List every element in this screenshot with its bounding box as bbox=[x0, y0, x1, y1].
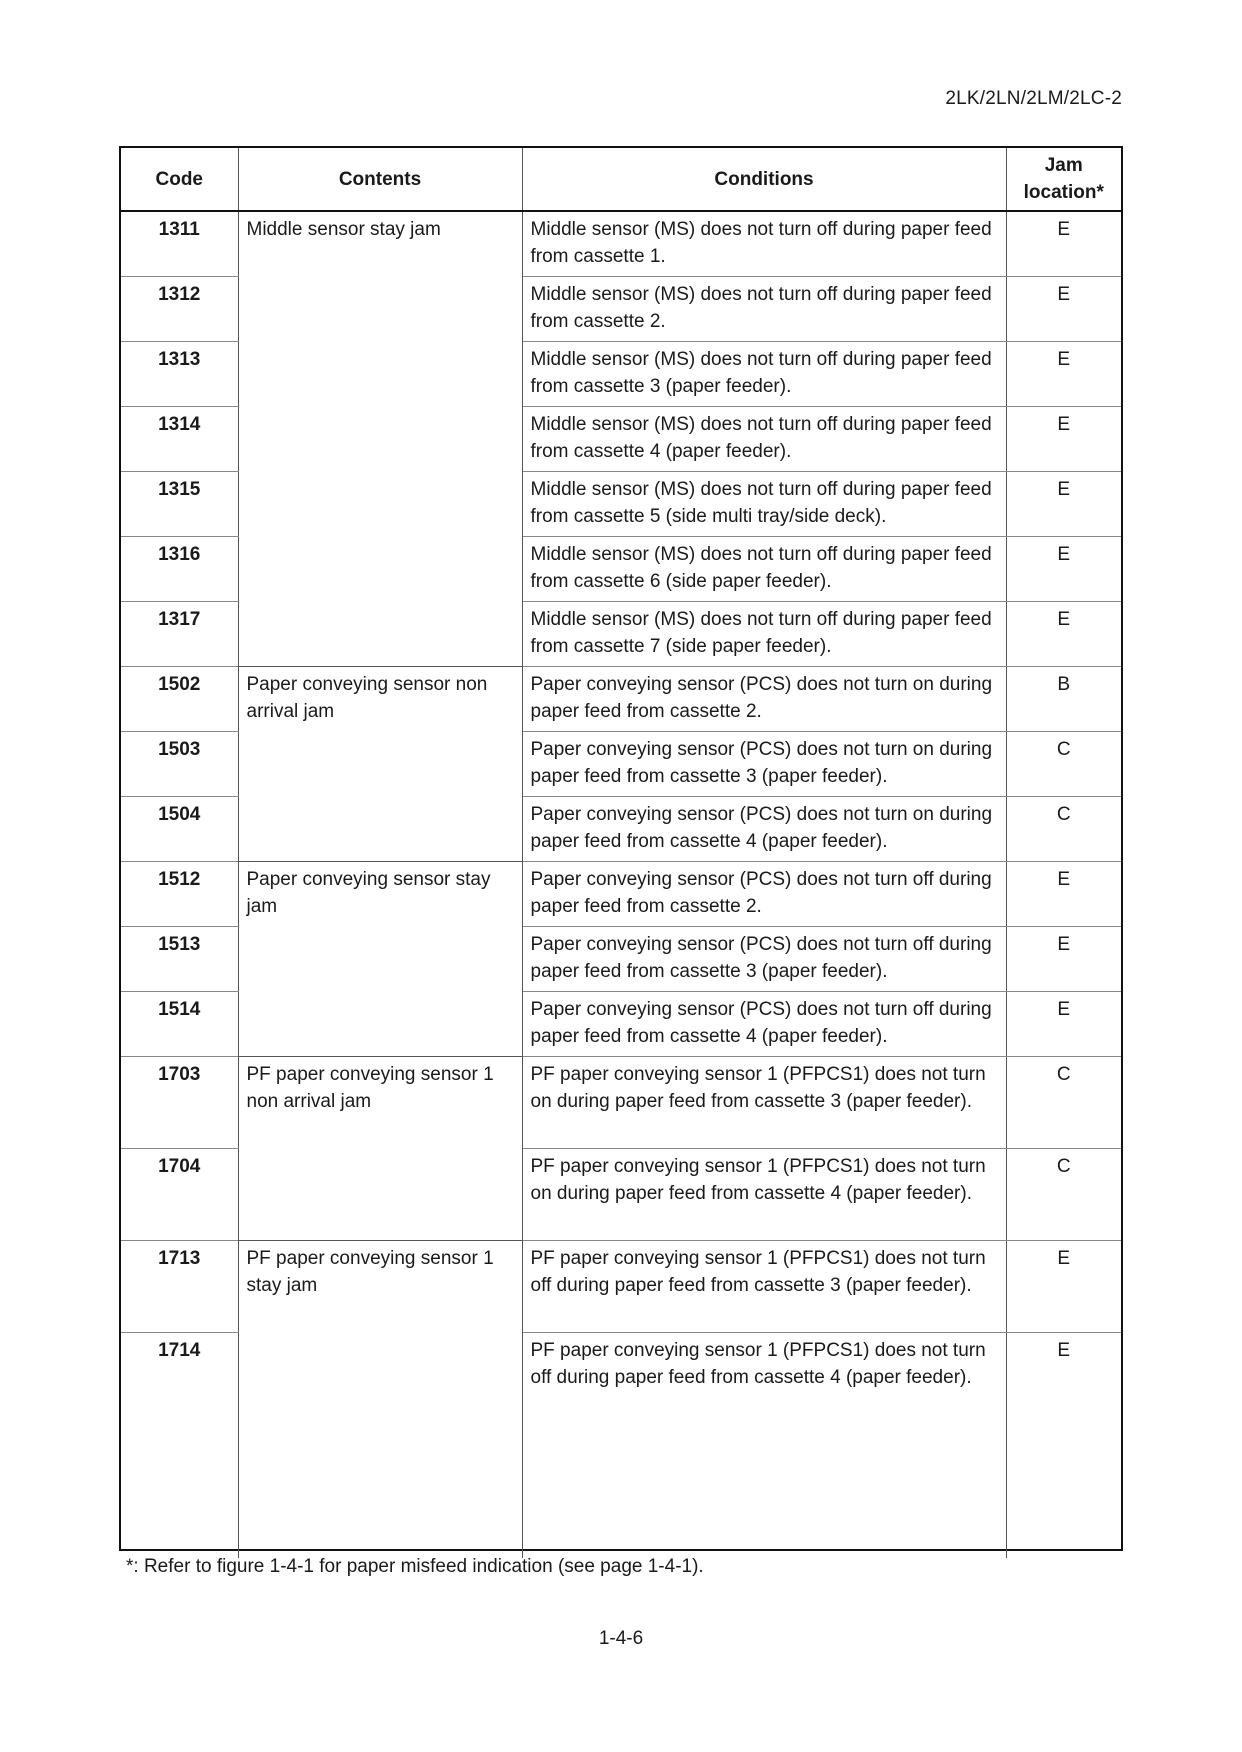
jam-location-cell: E bbox=[1006, 341, 1121, 406]
code-cell: 1714 bbox=[121, 1332, 238, 1558]
jam-location-cell: E bbox=[1006, 991, 1121, 1056]
table-row bbox=[121, 1240, 1121, 1332]
code-cell: 1503 bbox=[121, 731, 238, 796]
jam-location-cell: E bbox=[1006, 536, 1121, 601]
code-cell: 1514 bbox=[121, 991, 238, 1056]
condition-cell: Middle sensor (MS) does not turn off during paper feed from cassette 1. bbox=[522, 211, 1006, 276]
code-cell: 1315 bbox=[121, 471, 238, 536]
code-cell: 1502 bbox=[121, 666, 238, 731]
condition-cell: Paper conveying sensor (PCS) does not turn on during paper feed from cassette 4 (paper feeder). bbox=[522, 796, 1006, 861]
contents-cell: Paper conveying sensor stay jam bbox=[238, 861, 522, 1056]
condition-cell: PF paper conveying sensor 1 (PFPCS1) does not turn on during paper feed from cassette 4 (paper feeder). bbox=[522, 1148, 1006, 1240]
condition-cell: Paper conveying sensor (PCS) does not turn off during paper feed from cassette 4 (paper feeder). bbox=[522, 991, 1006, 1056]
contents-cell: Middle sensor stay jam bbox=[238, 211, 522, 666]
condition-cell: Middle sensor (MS) does not turn off during paper feed from cassette 2. bbox=[522, 276, 1006, 341]
condition-cell: PF paper conveying sensor 1 (PFPCS1) does not turn on during paper feed from cassette 3 (paper feeder). bbox=[522, 1056, 1006, 1148]
condition-cell: Middle sensor (MS) does not turn off during paper feed from cassette 7 (side paper feeder). bbox=[522, 601, 1006, 666]
table-row bbox=[121, 211, 1121, 276]
jam-code-table bbox=[121, 148, 1121, 1558]
column-header-jam-location: Jam location* bbox=[1006, 148, 1121, 211]
code-cell: 1312 bbox=[121, 276, 238, 341]
table-row bbox=[121, 1056, 1121, 1148]
code-cell: 1311 bbox=[121, 211, 238, 276]
jam-location-cell: E bbox=[1006, 926, 1121, 991]
code-cell: 1703 bbox=[121, 1056, 238, 1148]
condition-cell: Paper conveying sensor (PCS) does not turn off during paper feed from cassette 2. bbox=[522, 861, 1006, 926]
condition-cell: Middle sensor (MS) does not turn off during paper feed from cassette 4 (paper feeder). bbox=[522, 406, 1006, 471]
contents-cell: Paper conveying sensor non arrival jam bbox=[238, 666, 522, 861]
condition-cell: PF paper conveying sensor 1 (PFPCS1) does not turn off during paper feed from cassette 3 (paper feeder). bbox=[522, 1240, 1006, 1332]
condition-cell: PF paper conveying sensor 1 (PFPCS1) does not turn off during paper feed from cassette 4 (paper feeder). bbox=[522, 1332, 1006, 1558]
column-header-contents: Contents bbox=[238, 148, 522, 211]
jam-location-cell: E bbox=[1006, 211, 1121, 276]
condition-cell: Paper conveying sensor (PCS) does not turn off during paper feed from cassette 3 (paper feeder). bbox=[522, 926, 1006, 991]
jam-location-cell: E bbox=[1057, 1339, 1071, 1361]
jam-code-table-frame bbox=[119, 146, 1123, 1551]
jam-location-cell: B bbox=[1006, 666, 1121, 731]
table-header-row bbox=[121, 148, 1121, 211]
column-header-code: Code bbox=[121, 148, 238, 211]
condition-cell: Middle sensor (MS) does not turn off during paper feed from cassette 6 (side paper feeder). bbox=[522, 536, 1006, 601]
contents-cell: PF paper conveying sensor 1 stay jam bbox=[238, 1240, 522, 1558]
code-cell: 1317 bbox=[121, 601, 238, 666]
jam-location-cell: E bbox=[1006, 861, 1121, 926]
code-cell: 1513 bbox=[121, 926, 238, 991]
jam-location-cell: C bbox=[1006, 731, 1121, 796]
code-cell: 1314 bbox=[121, 406, 238, 471]
table-row bbox=[121, 666, 1121, 731]
column-header-conditions: Conditions bbox=[522, 148, 1006, 211]
jam-location-cell: C bbox=[1006, 1148, 1121, 1240]
table-footnote: *: Refer to figure 1-4-1 for paper misfeed indication (see page 1-4-1). bbox=[126, 1556, 704, 1577]
document-id: 2LK/2LN/2LM/2LC-2 bbox=[945, 88, 1122, 109]
jam-location-cell: C bbox=[1006, 796, 1121, 861]
jam-location-cell: E bbox=[1006, 276, 1121, 341]
code-cell: 1313 bbox=[121, 341, 238, 406]
jam-location-cell: C bbox=[1006, 1056, 1121, 1148]
condition-cell: Paper conveying sensor (PCS) does not turn on during paper feed from cassette 2. bbox=[522, 666, 1006, 731]
page-number: 1-4-6 bbox=[598, 1628, 644, 1649]
code-cell: 1512 bbox=[121, 861, 238, 926]
code-cell: 1316 bbox=[121, 536, 238, 601]
contents-cell: PF paper conveying sensor 1 non arrival jam bbox=[238, 1056, 522, 1240]
condition-cell: Paper conveying sensor (PCS) does not turn on during paper feed from cassette 3 (paper feeder). bbox=[522, 731, 1006, 796]
code-cell: 1504 bbox=[121, 796, 238, 861]
code-cell: 1704 bbox=[121, 1148, 238, 1240]
code-cell: 1713 bbox=[121, 1240, 238, 1332]
jam-location-cell: E bbox=[1006, 601, 1121, 666]
table-row bbox=[121, 861, 1121, 926]
jam-location-cell: E bbox=[1006, 406, 1121, 471]
condition-cell: Middle sensor (MS) does not turn off during paper feed from cassette 3 (paper feeder). bbox=[522, 341, 1006, 406]
condition-cell: Middle sensor (MS) does not turn off during paper feed from cassette 5 (side multi tray/side deck). bbox=[522, 471, 1006, 536]
jam-location-cell: E bbox=[1006, 471, 1121, 536]
jam-location-cell: E bbox=[1006, 1240, 1121, 1332]
